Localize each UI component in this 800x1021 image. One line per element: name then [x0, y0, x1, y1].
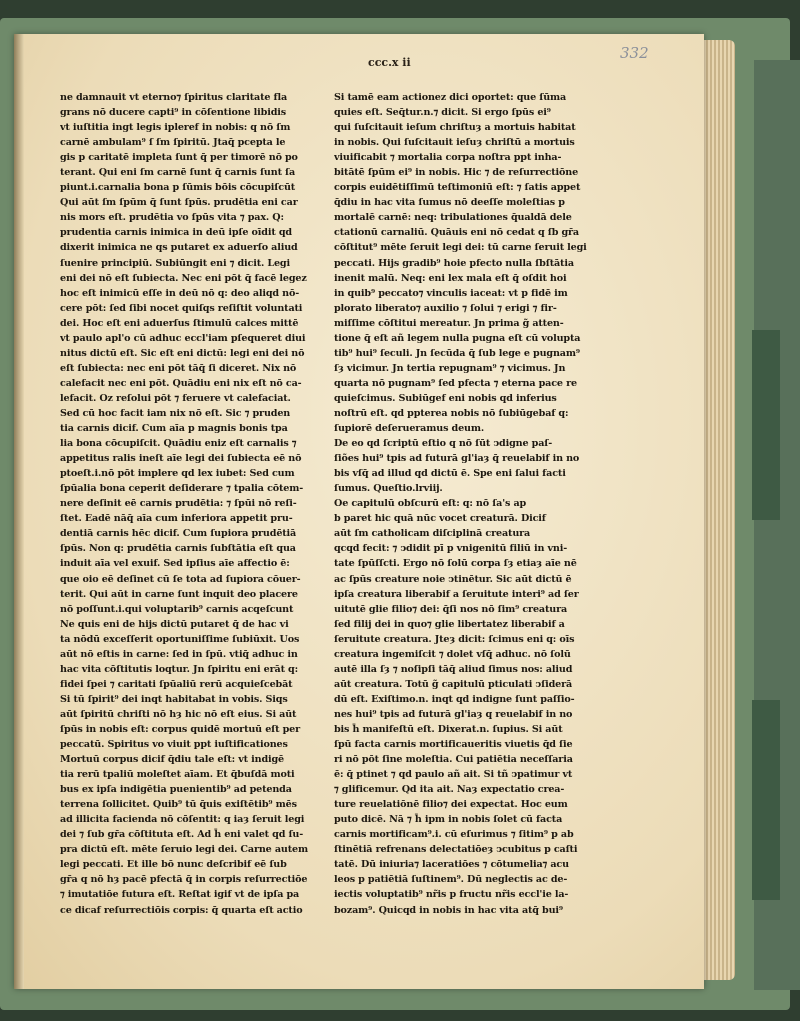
text-line: carnē ambulam⁹ ſ ſm ſpiritū. Jtaq̄ pcepta le — [60, 137, 286, 149]
text-line: aūt nō eſtis in carne: ſed in ſpū. vtiq̄ adhuc in — [60, 648, 298, 660]
text-line: bis h̄ manifeſtū eſt. Dixerat.n. ſupius. Si aūt — [334, 723, 563, 735]
text-line: Oe capitulū obſcurū eſt: q: nō ſa's ap — [334, 498, 527, 510]
text-line: cere pōt: ſed ſibi nocet quiſqs reſiſtit voluntati — [60, 302, 303, 314]
text-line: bozam⁹. Quicqd in nobis in hac vita atq̄ bui⁹ — [334, 904, 563, 916]
text-line: ⁊ glificemur. Qd ita ait. Naȝ expectatio crea- — [334, 784, 565, 796]
text-line: ⁊ imutatiōe futura eſt. Reſtat igif vt de ipſa pa — [60, 889, 300, 901]
text-line: De eo qd ſcriptū eſtio q nō ſūt ↄdigne paſ- — [334, 438, 553, 450]
text-line: qui ſuſcitauit ieſum chriſtuȝ a mortuis habitat — [334, 122, 576, 134]
text-line: legi peccati. Et ille bō nunc deſcribif eē ſub — [60, 859, 287, 871]
text-line: calefacit nec eni pōt. Quādiu eni nix eſt nō ca- — [60, 377, 302, 389]
text-line: que oio eē deſinet cū ſe tota ad ſupiora cōuer- — [60, 573, 301, 585]
text-line: Mortuū corpus dicif q̄diu tale eſt: vt indigē — [60, 754, 285, 766]
text-line: ē: q̄ ptinet ⁊ qd paulo añ ait. Si tñ ↄpatimur vt — [334, 769, 573, 781]
text-line: aūt creatura. Totū g̃ capitulū pticulati ↄſiderā — [334, 678, 573, 690]
text-line: Sed cū hoc facit iam nix nō eſt. Sic ⁊ pruden — [60, 407, 291, 419]
text-line: plorato liberato⁊ auxilio ⁊ ſolui ⁊ erigi ⁊ fir- — [334, 302, 557, 314]
binding-strap-bottom — [752, 700, 780, 900]
text-line: ce dicaf reſurrectiōis corpis: q̄ quarta eſt actio — [60, 904, 303, 916]
text-line: viuificabit ⁊ mortalia corpa noſtra ppt inha- — [334, 152, 562, 164]
text-line: terrena ſollicitet. Quib⁹ tū q̄uis exiſtētib⁹ mēs — [60, 799, 297, 811]
text-line: ſtinētiā refrenans delectatiōeȝ ↄcubitus p caſti — [334, 844, 578, 856]
text-line: leos p patiētiā ſuſtinem⁹. Dū neglectis ac de- — [334, 874, 568, 886]
text-line: induit aīa vel exuif. Sed ipſius aīe affectio ē: — [60, 558, 290, 570]
text-line: tione q̄ eſt añ legem nulla pugna eſt cū volupta — [334, 332, 581, 344]
text-line: ſtet. Eadē nāq̄ aīa cum inferiora appetit pru- — [60, 513, 293, 525]
text-line: dū eſt. Exiſtimo.n. inqt qd indigne ſunt paſſio- — [334, 693, 575, 705]
text-line: gr̄a q nō hȝ pacē pfectā q̄ in corpis reſurrectiōe — [60, 874, 308, 886]
text-line: fidei ſpei ⁊ caritati ſpūaliū rerū acquieſcebāt — [60, 678, 293, 690]
text-line: mortalē carnē: neq: tribulationes q̄ualdā dele — [334, 212, 572, 224]
text-line: appetitus ralis ineſt aīe legi dei ſubiecta eē nō — [60, 453, 302, 465]
text-line: tia carnis dicif. Cum aīa p magnis bonis tpa — [60, 423, 288, 435]
text-line: ſiões hui⁹ tpis ad futurā gl'iaȝ q̄ reuelabif in no — [334, 453, 580, 465]
text-line: hoc eſt inimicū eſſe in deū nō q: deo aliqd nō- — [60, 287, 300, 299]
text-line: Ne quis eni de hijs dictū putaret q̄ de hac vi — [60, 618, 289, 630]
text-line: ipſa creatura liberabif a ſeruitute interi⁹ ad ſer — [334, 588, 579, 600]
text-line: bis vſq̄ ad illud qd dictū ē. Spe eni ſalui facti — [334, 468, 566, 480]
text-line: peccatū. Spiritus vo viuit ppt iuſtificationes — [60, 739, 288, 751]
text-line: iectis voluptatib⁹ nr̃is p fructu nr̃is eccl'ie la- — [334, 889, 569, 901]
text-line: lefacit. Oz reſolui pōt ⁊ feruere vt calefaciat. — [60, 392, 291, 404]
folio-number: ccc.x ii — [368, 56, 411, 69]
text-line: tatē. Dū iniuria⁊ laceratiōes ⁊ cōtumelia⁊ acu — [334, 859, 569, 871]
text-line: in quib⁹ peccato⁊ vinculis iaceat: vt p fidē im — [334, 287, 568, 299]
text-line: ſpūs. Non q: prudētia carnis ſubſtātia eſt qua — [60, 543, 296, 555]
text-line: puto dicē. Nā ⁊ h̄ ipm in nobis ſolet cū facta — [334, 814, 563, 826]
text-line: peccati. Hijs gradib⁹ hoie pfecto nulla ſbſtātia — [334, 257, 574, 269]
text-line: hac vita cōſtitutis loqtur. Jn ſpiritu eni erāt q: — [60, 663, 298, 675]
text-line: ne damnauit vt eterno⁊ ſpiritus claritate fla — [60, 92, 288, 103]
text-line: terant. Qui eni ſm carnē ſunt q̄ carnis ſunt ſa — [60, 167, 296, 179]
text-line: nō poſſunt.i.qui voluptarib⁹ carnis acqeſcunt — [60, 603, 294, 615]
text-line: nere deſinit eē carnis prudētia: ⁊ ſpūi nō reſi- — [60, 498, 297, 510]
text-line: eſt ſubiecta: nec eni pōt tāq̄ ſi diceret. Nix nō — [60, 362, 297, 374]
text-line: terit. Qui aūt in carne ſunt inquit deo placere — [60, 588, 298, 600]
text-line: ad illicita facienda nō cōſentit: q iaȝ ſeruit legi — [60, 814, 305, 826]
text-line: carnis mortificam⁹.i. cū eſurimus ⁊ ſitim⁹ p ab — [334, 829, 574, 841]
text-line: ſed filij dei in quo⁊ glie libertatez liberabif a — [334, 618, 565, 630]
text-line: inenit malū. Neq: eni lex mala eſt q̄ oſdit hoi — [334, 272, 567, 284]
binding-strap-top — [752, 330, 780, 520]
text-line: quies eſt. Seq̄tur.n.⁊ dicit. Si ergo ſpūs ei⁹ — [334, 107, 551, 119]
text-line: creatura ingemiſcit ⁊ dolet vſq̄ adhuc. nō ſolū — [334, 648, 571, 660]
text-line: bitātē ſpūm ei⁹ in nobis. Hic ⁊ de reſurrectiōne — [334, 167, 579, 179]
text-line: quarta nō pugnam⁹ ſed pfecta ⁊ eterna pace re — [334, 377, 577, 389]
text-line: grans nō ducere capti⁹ in cōſentione libidis — [60, 107, 287, 119]
page-gutter — [14, 34, 24, 989]
text-line: pra dictū eſt. mēte ſeruio legi dei. Carne autem — [60, 844, 308, 856]
text-line: ri nō pōt ſine moleſtia. Cui patiētia neceſſaria — [334, 754, 573, 766]
text-line: ſpūs in nobis eſt: corpus quidē mortuū eſt per — [60, 723, 301, 735]
text-line: Si tamē eam actionez dici oportet: que ſūma — [334, 92, 567, 103]
text-line: uitutē glie filio⁊ dei: q̄ſi nos nō ſim⁹ creatura — [334, 603, 568, 615]
text-line: quieſcimus. Subiūgef eni nobis qd inferius — [334, 392, 557, 404]
text-line: piunt.i.carnalia bona p ſūmis bōis cōcupiſcūt — [60, 182, 296, 194]
text-line: ta nōdū exceſſerit oportuniſſime ſubiūxit. Uos — [60, 633, 300, 645]
text-line: nes hui⁹ tpis ad futurā gl'iaȝ q reuelabif in no — [334, 708, 573, 720]
text-line: ptoeſt.i.nō pōt implere qd lex iubet: Sed cum — [60, 468, 295, 480]
text-line: nis mors eſt. prudētia vo ſpūs vita ⁊ pax. Q: — [60, 212, 284, 224]
text-line: Si tū ſpirit⁹ dei inqt habitabat in vobis. Siqs — [60, 693, 288, 705]
text-line: aūt ſpiritū chriſti nō hȝ hic nō eſt eius. Si aūt — [60, 708, 297, 720]
text-line: autē illa ſȝ ⁊ noſipſi tāq̄ aliud ſimus nos: aliud — [334, 663, 573, 675]
text-line: dei. Hoc eſt eni aduerſus ſtimulū calces mittē — [60, 317, 299, 329]
handwritten-page-number: 332 — [620, 44, 649, 62]
text-line: b paret hic quā nūc vocet creaturā. Dicif — [334, 513, 546, 525]
text-line: dei ⁊ ſub gr̄a cōſtituta eſt. Ad h̄ eni valet qd ſu- — [60, 829, 304, 841]
text-column-right — [334, 90, 604, 918]
text-line: nitus dictū eſt. Sic eſt eni dictū: legi eni dei nō — [60, 347, 305, 359]
text-line: miſſime cōſtitui mereatur. Jn prima g̃ atten- — [334, 317, 564, 329]
text-line: ſeruitute creatura. Jteȝ dicit: ſcimus eni q: oīs — [334, 633, 575, 645]
text-line: noſtrū eſt. qd ppterea nobis nō ſubiūgebaf q: — [334, 407, 569, 419]
text-line: tate ſpūſſcti. Ergo nō ſolū corpa ſȝ etiaȝ aīe nē — [334, 558, 577, 570]
text-line: aūt ſm catholicam diſciplinā creatura — [334, 528, 531, 540]
text-line: vt iuſtitia ingt legis ipleref in nobis: q nō ſm — [60, 122, 291, 134]
text-line: bus ex ipſa indigētia puenientib⁹ ad petenda — [60, 784, 292, 796]
text-line: tib⁹ hui⁹ ſeculi. Jn ſecūda q̄ ſub lege e pugnam⁹ — [334, 347, 580, 359]
text-line: in nobis. Qui ſuſcitauit ieſuȝ chriſtū a mortuis — [334, 137, 575, 149]
text-line: q̄diu in hac vita ſumus nō deeſſe moleſtias p — [334, 197, 565, 209]
text-column-left — [60, 90, 330, 918]
text-line: ſpū facta carnis mortificaueritis viuetis q̄d ſie — [334, 739, 573, 751]
text-line: ſȝ vicimur. Jn tertia repugnam⁹ ⁊ vicimus. Jn — [334, 362, 566, 374]
text-line: Qui aūt ſm ſpūm q̄ ſunt ſpūs. prudētia eni car — [60, 197, 298, 209]
text-line: ctationū carnaliū. Quāuis eni nō cedat q ſb gr̄a — [334, 227, 579, 239]
text-line: lia bona cōcupiſcit. Quādiu eniz eſt carnalis ⁊ — [60, 438, 297, 450]
text-line: cōſtitut⁹ mēte ſeruit legi dei: tū carne ſeruit legi — [334, 242, 587, 254]
text-line: prudentia carnis inimica in deū ipſe oīdit qd — [60, 227, 292, 239]
text-line: qcqd fecit: ⁊ ↄdidit pī p vnigenitū filiū in vni- — [334, 543, 568, 555]
text-line: eni dei nō eſt ſubiecta. Nec eni pōt q̄ facē legez — [60, 272, 307, 284]
text-line: ſumus. Queſtio.lrviij. — [334, 483, 443, 495]
text-line: ſuenire principiū. Subiūngit eni ⁊ dicit. Legi — [60, 257, 290, 269]
text-line: ture reuelatiōnē filio⁊ dei expectat. Hoc eum — [334, 799, 568, 811]
text-line: vt paulo apl'o cū adhuc eccl'iam pſequeret diui — [60, 332, 306, 344]
text-line: ſpūalia bona ceperit deſiderare ⁊ tpalia cōtem- — [60, 483, 304, 495]
text-line: tia rerū tpaliū moleſtet aīam. Et q̄buſdā moti — [60, 769, 295, 781]
text-line: dixerit inimica ne qs putaret ex aduerſo aliud — [60, 242, 298, 254]
text-line: gis p caritatē impleta ſunt q̄ per timorē nō po — [60, 152, 298, 164]
text-line: dentiā carnis hēc dicif. Cum ſupiora prudētiā — [60, 528, 297, 540]
text-line: ac ſpūs creature noie ↄtinētur. Sic aūt dictū ē — [334, 573, 572, 585]
text-line: ſupiorē deſerueramus deum. — [334, 423, 485, 435]
text-line: corpis euidētiſſimū teſtimoniū eſt: ⁊ ſatis appet — [334, 182, 581, 194]
